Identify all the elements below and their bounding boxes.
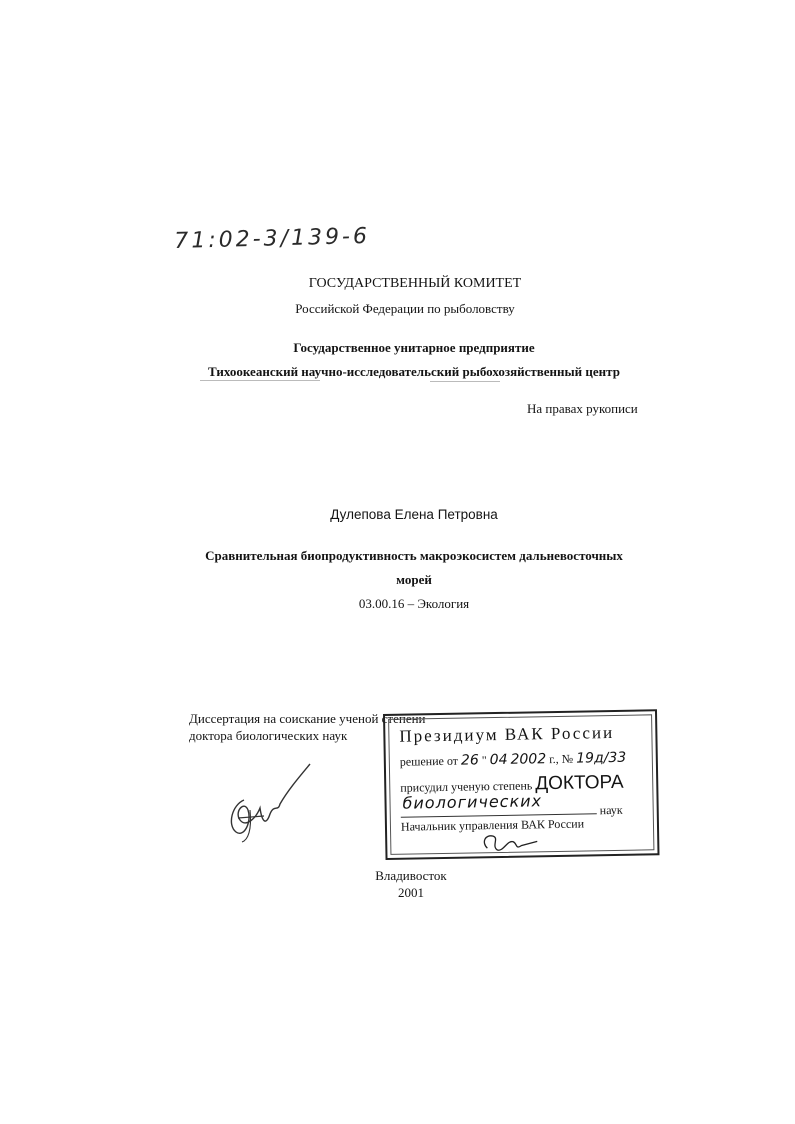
author-name: Дулепова Елена Петровна bbox=[330, 507, 498, 522]
stamp-awarded-text: присудил ученую степень bbox=[400, 778, 533, 795]
stamp-header: Президиум ВАК России bbox=[399, 722, 615, 746]
archive-number: 71:02-3/139-6 bbox=[174, 223, 371, 254]
stamp-decision-year: 2002 bbox=[510, 751, 547, 768]
year: 2001 bbox=[398, 885, 424, 900]
rights-note: На правах рукописи bbox=[527, 401, 638, 416]
stamp-decision-number: 19д/33 bbox=[576, 749, 627, 767]
stamp-degree-word: ДОКТОРА bbox=[535, 771, 624, 795]
dissertation-title-line-2: морей bbox=[396, 572, 432, 587]
scan-speck bbox=[200, 380, 320, 381]
stamp-chief-line: Начальник управления ВАК России bbox=[400, 816, 585, 834]
degree-line-2: доктора биологических наук bbox=[189, 728, 348, 743]
city: Владивосток bbox=[375, 868, 447, 883]
stamp-decision-month: 04 bbox=[489, 751, 508, 769]
scan-speck bbox=[430, 381, 500, 382]
research-center-heading: Тихоокеанский научно-исследовательский рыбохозяйственный центр bbox=[208, 364, 620, 379]
vak-stamp bbox=[383, 709, 660, 860]
stamp-decision-row: решение от 26 " 04 2002 г., № 19д/33 bbox=[399, 749, 627, 769]
author-signature bbox=[222, 760, 322, 845]
degree-line-1: Диссертация на соискание ученой степени bbox=[189, 711, 426, 726]
stamp-science-suffix: наук bbox=[599, 802, 623, 818]
specialty-code: 03.00.16 – Экология bbox=[358, 596, 470, 611]
enterprise-heading: Государственное унитарное предприятие bbox=[293, 340, 535, 355]
stamp-year-suffix: г., № bbox=[549, 751, 574, 767]
federation-subheading: Российской Федерации по рыболовству bbox=[295, 301, 515, 316]
stamp-science-fill: биологических bbox=[402, 791, 543, 813]
stamp-decision-prefix: решение от bbox=[399, 753, 459, 769]
dissertation-title-line-1: Сравнительная биопродуктивность макроэкосистем дальневосточных bbox=[205, 548, 623, 563]
committee-heading: ГОСУДАРСТВЕННЫЙ КОМИТЕТ bbox=[308, 276, 522, 291]
stamp-signature bbox=[477, 831, 547, 854]
stamp-decision-day: 26 bbox=[460, 752, 479, 769]
